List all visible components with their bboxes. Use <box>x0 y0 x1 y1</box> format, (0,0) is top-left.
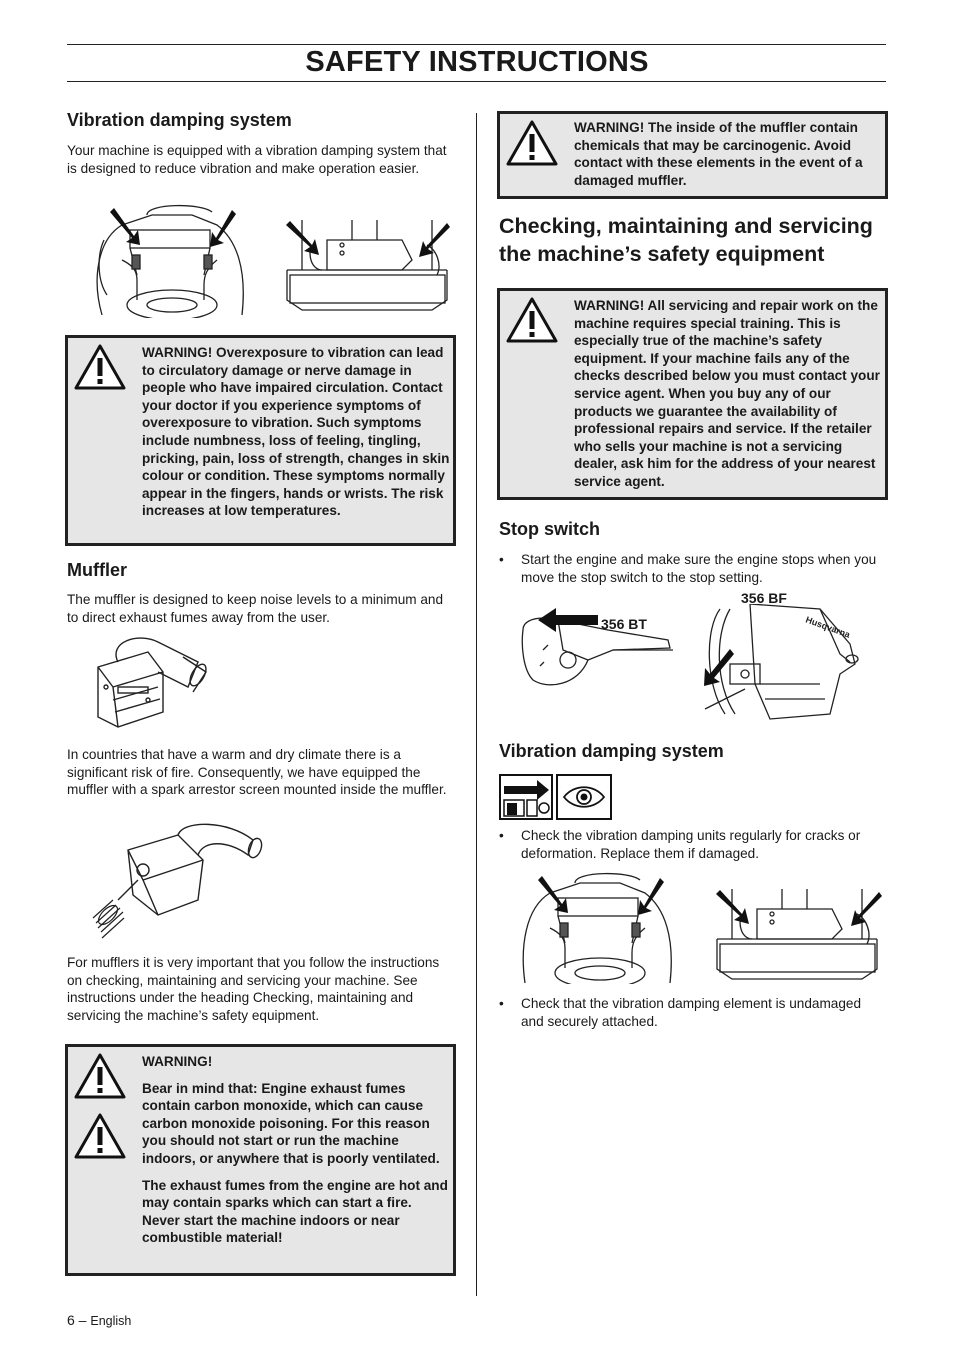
warning-triangle-icon <box>506 120 558 166</box>
stop-switch-bullet <box>499 551 884 587</box>
header-rule-bottom <box>67 81 886 82</box>
label-356-bt: 356 BT <box>601 616 647 632</box>
svg-text:Husqvarna: Husqvarna <box>804 614 852 640</box>
header-rule-top <box>67 44 886 45</box>
warning-text-exhaust <box>142 1053 450 1247</box>
warning-text-vibration: WARNING! Overexposure to vibration can lead to circulatory damage or nerve damage in people who have impaired circulation. Contact your doctor if you experience symptoms of overexposure to vibration. Such symptoms include numbness, loss of feeling, tingling, pricking, pain, loss of strength, changes in skin colour or condition. These symptoms normally appear in the fingers, hands or wrists. The risk increases at low temperatures. <box>142 345 450 519</box>
warning-exhaust-para-1: Bear in mind that: Engine exhaust fumes contain carbon monoxide, which can cause carbon monoxide poisoning. For this reason you should not start or run the machine indoors, or anywhere that is poorly ventilated. <box>142 1080 440 1166</box>
stop-switch-heading: Stop switch <box>499 519 601 539</box>
warning-text-muffler: WARNING! The inside of the muffler contain chemicals that may be carcinogenic. Avoid contact with these elements in the event of a damaged muffler. <box>574 120 863 188</box>
page-title: SAFETY INSTRUCTIONS <box>305 46 649 78</box>
bullet-dot: • <box>499 828 504 843</box>
vibration-damper-illustration-4 <box>712 884 884 984</box>
checking-heading: Checking, maintaining and servicing the machine’s safety equipment <box>499 214 873 266</box>
vibration-damper-illustration-3 <box>520 868 680 984</box>
vibration-check-bullet-1 <box>499 827 884 863</box>
warning-text-servicing: WARNING! All servicing and repair work on the machine requires special training. This is especially true of the machine’s safety equipment. If your machine fails any of the checks described below you must contact your service agent. When you buy any of our products we guarantee the availability of professional repairs and service. If the retailer who sells your machine is not a servicing dealer, ask him for the address of your nearest service agent. <box>574 298 880 489</box>
column-divider <box>476 113 477 1296</box>
warning-triangle-icon <box>506 297 558 343</box>
eye-icon <box>556 774 612 820</box>
warning-exhaust-title: WARNING! <box>142 1054 213 1069</box>
muffler-illustration <box>88 632 213 732</box>
stop-switch-bullet-text: Start the engine and make sure the engine stops when you move the stop switch to the stop setting. <box>521 552 877 585</box>
warning-box-exhaust <box>65 1044 456 1276</box>
vibration-heading: Vibration damping system <box>67 110 292 130</box>
stop-switch-356bt-illustration <box>518 600 678 692</box>
warning-triangle-icon <box>74 1113 126 1159</box>
warning-exhaust-para-2: The exhaust fumes from the engine are hot and may contain sparks which can start a fire. Never start the machine indoors or near combustible material! <box>142 1177 448 1246</box>
footer-language: English <box>90 1314 132 1328</box>
warning-box-servicing <box>497 288 888 500</box>
page-number: 6 – <box>67 1312 87 1328</box>
bullet-dot: • <box>499 996 504 1011</box>
label-356-bf: 356 BF <box>741 590 787 606</box>
muffler-heading: Muffler <box>67 560 127 580</box>
vibration-check-bullet-2 <box>499 995 884 1031</box>
vibration-check-heading: Vibration damping system <box>499 741 724 761</box>
muffler-text-1: The muffler is designed to keep noise levels to a minimum and to direct exhaust fumes away from the user. <box>67 592 444 625</box>
warning-box-muffler-chemicals <box>497 111 888 199</box>
vibration-damper-illustration-2 <box>282 215 452 317</box>
vibration-check-bullet-1-text: Check the vibration damping units regularly for cracks or deformation. Replace them if damaged. <box>521 828 861 861</box>
footer <box>67 1312 131 1328</box>
warning-triangle-icon <box>74 1053 126 1099</box>
spark-arrestor-illustration <box>88 820 263 942</box>
stop-switch-356bf-illustration <box>700 604 865 722</box>
warning-box-vibration <box>65 335 456 546</box>
muffler-text-2: In countries that have a warm and dry climate there is a significant risk of fire. Consequently, we have equipped the muffler with a spark arrestor screen mounted inside the muffler. <box>67 747 447 797</box>
warning-triangle-icon <box>74 344 126 390</box>
bullet-dot: • <box>499 552 504 567</box>
muffler-text-3: For mufflers it is very important that you follow the instructions on checking, maintaining and servicing your machine. See instructions under the heading Checking, maintaining and servicing the machine’s safety equipment. <box>67 955 440 1023</box>
vibration-check-bullet-2-text: Check that the vibration damping element is undamaged and securely attached. <box>521 996 862 1029</box>
vibration-text: Your machine is equipped with a vibration damping system that is designed to reduce vibration and make operation easier. <box>67 143 447 176</box>
vibration-damper-illustration-1 <box>92 200 252 318</box>
inspect-tool-icon <box>499 774 553 820</box>
